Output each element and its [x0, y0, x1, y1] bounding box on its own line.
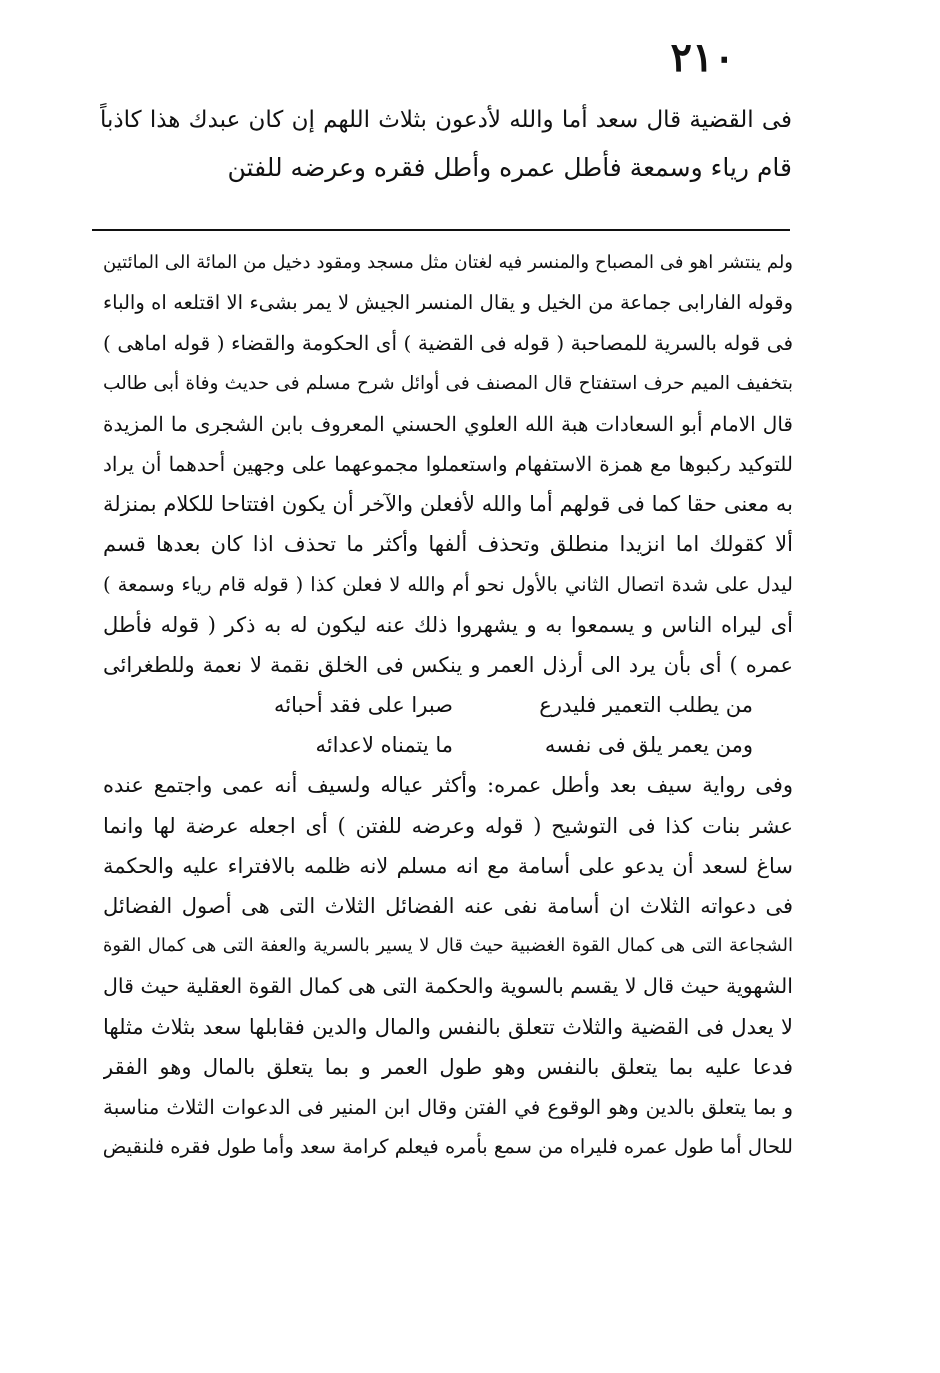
commentary-line: بتخفيف الميم حرف استفتاح قال المصنف فى أوائل شرح مسلم فى حديث وفاة أبى طالب — [103, 372, 793, 394]
commentary-line: ألا كقولك اما انزيدا منطلق وتحذف ألفها وأكثر ما تحذف اذا كان بعدها قسم — [103, 532, 793, 557]
commentary-line: فدعا عليه بما يتعلق بالنفس وهو طول العمر و بما يتعلق بالمال وهو الفقر — [103, 1054, 793, 1079]
verse-second-hemistich: صبرا على فقد أحبائه — [274, 693, 453, 718]
commentary-line: للتوكيد ركبوها مع همزة الاستفهام واستعملوا مجموعهما على وجهين أحدهما أن يراد — [103, 451, 793, 476]
commentary-line: أى ليراه الناس و يسمعوا به و يشهروا ذلك عنه ليكون له به ذكر ( قوله فأطل — [103, 612, 793, 637]
commentary-text — [103, 243, 793, 1167]
commentary-line: عشر بنات كذا فى التوشيح ( قوله وعرضه للفتن ) أى اجعله عرضة لها وانما — [103, 813, 793, 838]
commentary-line: الشجاعة التى هى كمال القوة الغضبية حيث قال لا يسير بالسرية والعفة التى هى كمال القوة — [103, 935, 793, 957]
poem-verse — [103, 685, 793, 725]
hadith-line: قام رياء وسمعة فأطل عمره وأطل فقره وعرضه للفتن — [227, 153, 792, 182]
page-number: ٢١٠ — [670, 34, 735, 81]
verse-second-hemistich: ما يتمناه لاعدائه — [315, 733, 453, 758]
commentary-line: ساغ لسعد أن يدعو على أسامة مع انه مسلم لانه ظلمه بالافتراء عليه والحكمة — [103, 853, 793, 878]
commentary-line: لا يعدل فى القضية والثلاث تتعلق بالنفس والمال والدين فقابلها سعد بثلاث مثلها — [103, 1014, 793, 1039]
verse-first-hemistich: ومن يعمر يلق فى نفسه — [544, 733, 753, 758]
commentary-line: فى دعواته الثلاث ان أسامة نفى عنه الفضائل الثلاث التى هى أصول الفضائل — [103, 894, 793, 918]
commentary-line: قال الامام أبو السعادات هبة الله العلوي الحسني المعروف بابن الشجرى ما المزيدة — [103, 411, 793, 436]
hadith-text — [100, 96, 792, 192]
verse-first-hemistich: من يطلب التعمير فليدرع — [539, 693, 753, 718]
separator-rule — [92, 229, 790, 231]
commentary-line: وفى رواية سيف بعد وأطل عمره: وأكثر عياله ولسيف أنه عمى واجتمع عنده — [103, 773, 793, 798]
poem-verse — [103, 725, 793, 765]
commentary-line: الشهوية حيث قال لا يقسم بالسوية والحكمة التى هى كمال القوة العقلية حيث قال — [103, 974, 793, 999]
commentary-line: و بما يتعلق بالدين وهو الوقوع في الفتن وقال ابن المنير فى الدعوات الثلاث مناسبة — [103, 1094, 793, 1119]
commentary-line: عمره ) أى بأن يرد الى أرذل العمر و ينكس فى الخلق نقمة لا نعمة وللطغرائى — [103, 652, 793, 677]
commentary-line: للحال أما طول عمره فليراه من سمع بأمره فيعلم كرامة سعد وأما طول فقره فلنقيض — [103, 1135, 793, 1159]
commentary-line: وقوله الفارابى جماعة من الخيل و يقال المنسر الجيش لا يمر بشىء الا اقتلعه اه والباء — [103, 291, 793, 315]
commentary-line: به معنى حقا كما فى قولهم أما والله لأفعلن والآخر أن يكون افتتاحا للكلام بمنزلة — [103, 492, 793, 517]
hadith-line: فى القضية قال سعد أما والله لأدعون بثلاث اللهم إن كان عبدك هذا كاذباً — [100, 107, 792, 133]
commentary-line: فى قوله بالسرية للمصاحبة ( قوله فى القضية ) أى الحكومة والقضاء ( قوله اماهى ) — [103, 331, 793, 356]
commentary-line: ولم ينتشر اهو فى المصباح والمنسر فيه لغتان مثل مسجد ومقود دخيل من المائة الى المائتين — [103, 252, 793, 273]
commentary-line: ليدل على شدة اتصال الثاني بالأول نحو أم والله لا فعلن كذا ( قوله قام رياء وسمعة ) — [103, 572, 793, 596]
